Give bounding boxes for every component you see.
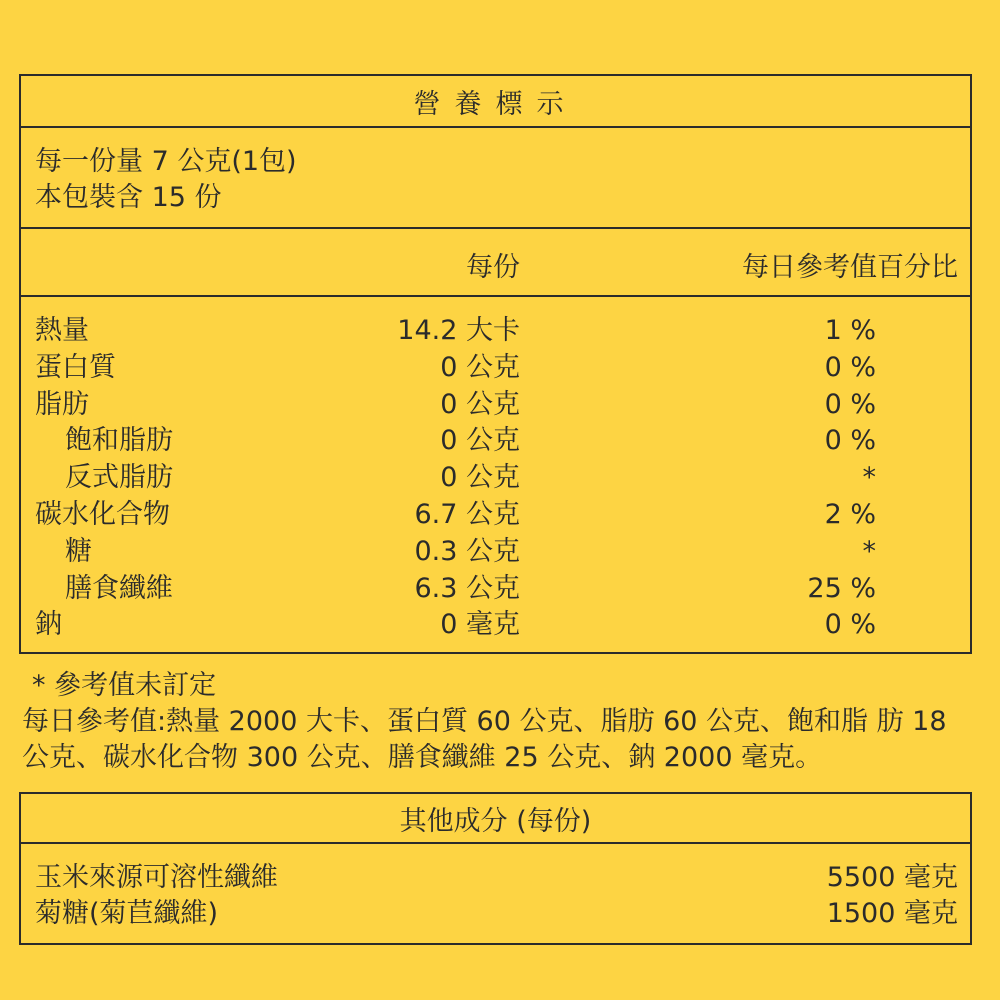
nutrient-percent: 1 % bbox=[824, 315, 876, 346]
nutrient-name: 飽和脂肪 bbox=[65, 425, 173, 457]
nutrient-name: 蛋白質 bbox=[35, 351, 116, 383]
nutrient-value: 0 公克 bbox=[440, 388, 520, 420]
nutrient-percent: * bbox=[862, 535, 876, 567]
footnote: * 參考值未訂定 bbox=[32, 670, 217, 701]
nutrient-value: 14.2 大卡 bbox=[397, 315, 520, 346]
ingredient-value: 5500 毫克 bbox=[826, 862, 958, 893]
nutrient-rows bbox=[21, 297, 970, 644]
nutrient-row-carbohydrate bbox=[21, 497, 970, 534]
nutrient-name: 熱量 bbox=[35, 315, 89, 346]
ingredient-row bbox=[21, 860, 970, 896]
nutrient-row-saturated-fat bbox=[21, 423, 970, 460]
per-serving-header: 每份 bbox=[466, 252, 520, 283]
nutrition-facts-table bbox=[19, 74, 972, 654]
serving-info bbox=[21, 128, 970, 229]
column-headers bbox=[21, 229, 970, 297]
nutrient-percent: 0 % bbox=[824, 425, 876, 457]
servings-per-pack: 本包裝含 15 份 bbox=[35, 182, 222, 213]
nutrient-row-fat bbox=[21, 387, 970, 424]
ingredient-rows bbox=[21, 844, 970, 932]
nutrient-value: 0 公克 bbox=[440, 351, 520, 383]
nutrient-percent: * bbox=[862, 462, 876, 494]
nutrient-percent: 25 % bbox=[807, 572, 876, 604]
nutrient-percent: 0 % bbox=[824, 609, 876, 641]
nutrient-name: 脂肪 bbox=[35, 388, 89, 420]
nutrient-name: 反式脂肪 bbox=[65, 462, 173, 494]
nutrient-percent: 2 % bbox=[824, 498, 876, 530]
nutrient-name: 碳水化合物 bbox=[35, 498, 170, 530]
nutrition-title: 營養標示 bbox=[21, 76, 970, 128]
daily-value-header: 每日參考值百分比 bbox=[742, 252, 958, 283]
serving-size: 每一份量 7 公克(1包) bbox=[35, 146, 297, 177]
nutrient-row-trans-fat bbox=[21, 460, 970, 497]
nutrient-row-sodium bbox=[21, 607, 970, 644]
reference-notes bbox=[22, 668, 982, 776]
nutrient-name: 鈉 bbox=[35, 609, 62, 641]
nutrient-percent: 0 % bbox=[824, 388, 876, 420]
nutrient-row-sugar bbox=[21, 534, 970, 571]
other-ingredients-table bbox=[19, 792, 972, 945]
nutrient-percent: 0 % bbox=[824, 351, 876, 383]
daily-reference-line-2: 公克、碳水化合物 300 公克、膳食纖維 25 公克、鈉 2000 毫克。 bbox=[22, 742, 823, 773]
daily-reference-line-1: 每日參考值:熱量 2000 大卡、蛋白質 60 公克、脂肪 60 公克、飽和脂 肪 18 bbox=[22, 706, 947, 737]
ingredient-row bbox=[21, 896, 970, 932]
other-ingredients-title: 其他成分 (每份) bbox=[21, 794, 970, 844]
nutrient-name: 膳食纖維 bbox=[65, 572, 173, 604]
nutrient-value: 6.7 公克 bbox=[414, 498, 520, 530]
ingredient-value: 1500 毫克 bbox=[826, 898, 958, 929]
nutrient-row-protein bbox=[21, 350, 970, 387]
nutrient-value: 6.3 公克 bbox=[414, 572, 520, 604]
nutrient-value: 0.3 公克 bbox=[414, 535, 520, 567]
nutrient-value: 0 毫克 bbox=[440, 609, 520, 641]
nutrient-row-calories bbox=[21, 313, 970, 350]
nutrient-value: 0 公克 bbox=[440, 462, 520, 494]
nutrient-value: 0 公克 bbox=[440, 425, 520, 457]
ingredient-name: 玉米來源可溶性纖維 bbox=[35, 862, 278, 893]
nutrient-name: 糖 bbox=[65, 535, 92, 567]
ingredient-name: 菊糖(菊苣纖維) bbox=[35, 898, 219, 929]
nutrient-row-dietary-fiber bbox=[21, 571, 970, 608]
